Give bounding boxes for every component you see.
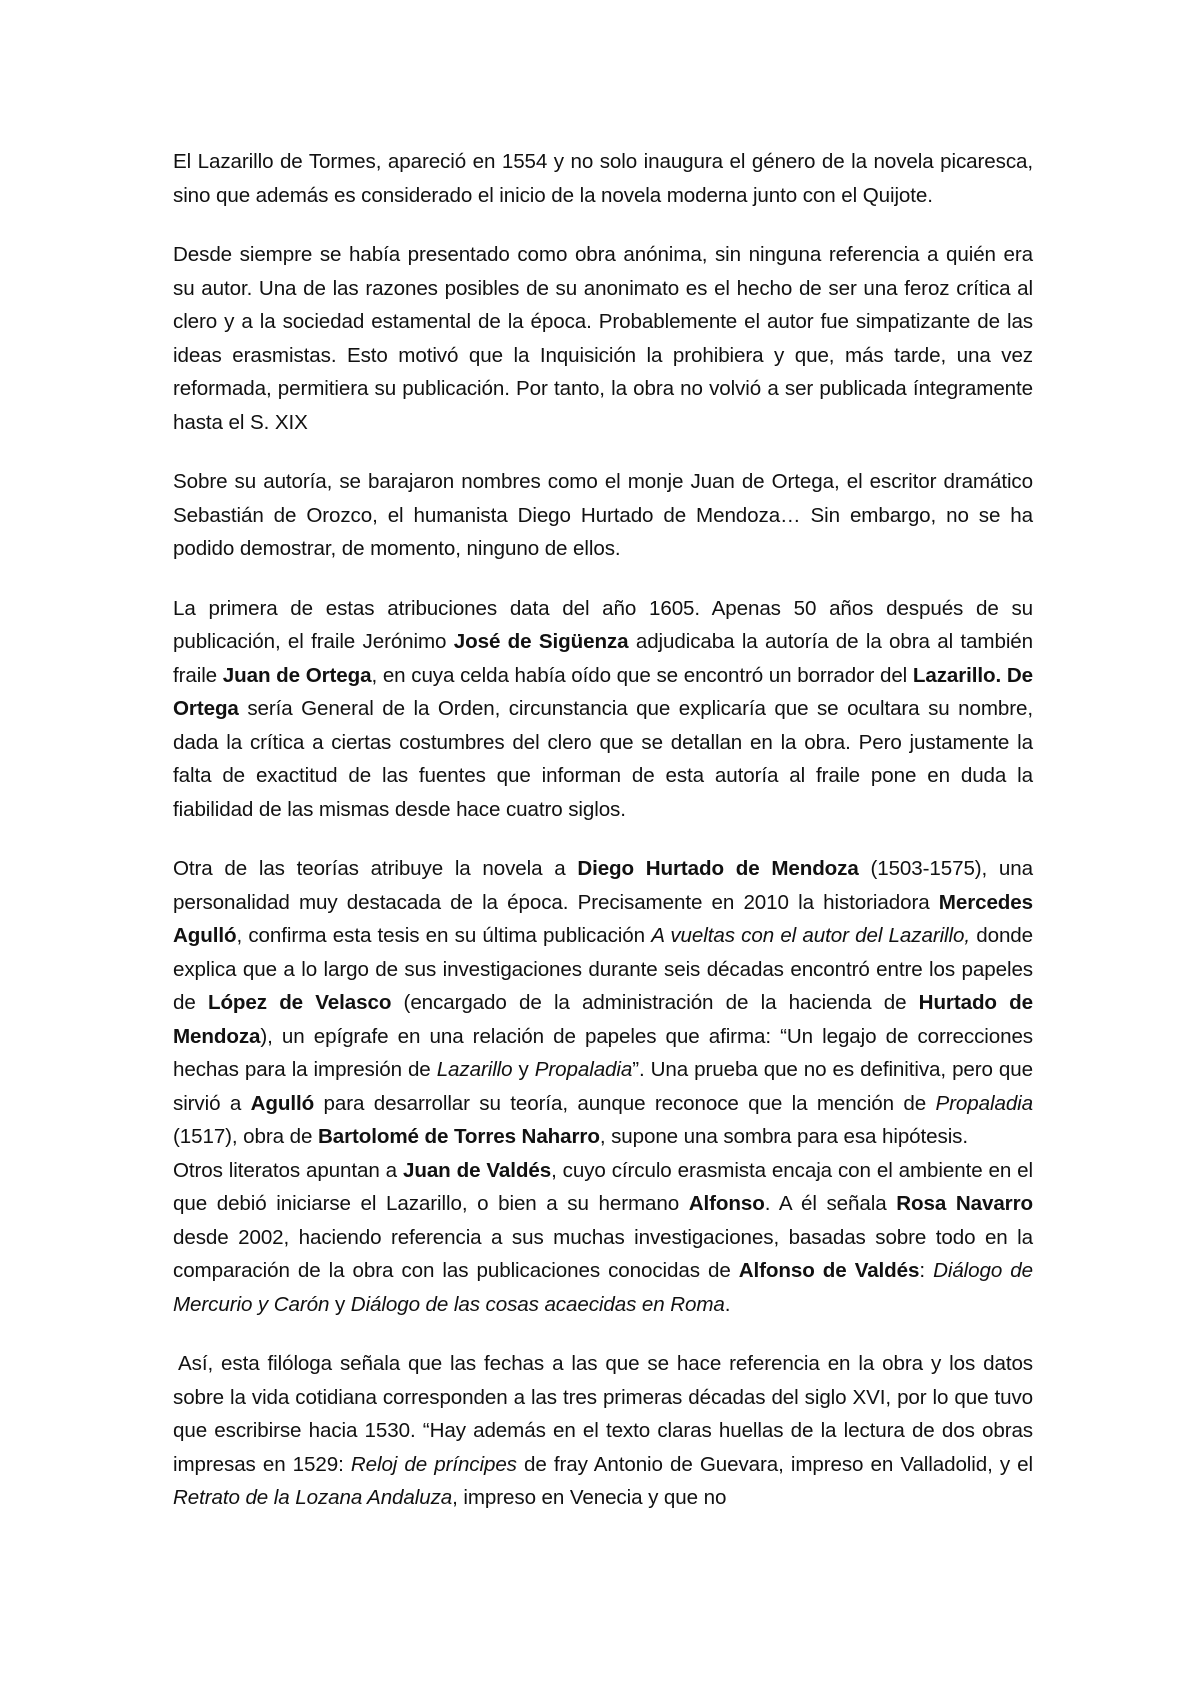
italic-text: Reloj de príncipes [350,1452,517,1476]
text-run: Desde siempre se había presentado como obra anónima, sin ninguna referencia a quién era su autor. Una de las razones posibles de su anonimato es el hecho de ser una feroz crítica al clero y a la sociedad estamental de la época. Probablemente el autor fue simpatizante de las ideas erasmistas. Esto motivó que la Inquisición la prohibiera y que, más tarde, una vez reformada, permitiera su publicación. Por tanto, la obra no volvió a ser publicada íntegramente hasta el S. XIX [173,243,1033,434]
bold-text: Hurtado de Mendoza [173,991,1033,1048]
text-run: La primera de estas atribuciones data del año 1605. Apenas 50 años después de su publicación, el fraile Jerónimo [173,596,1033,653]
text-run: Así, esta filóloga señala que las fechas a las que se hace referencia en la obra y los datos sobre la vida cotidiana corresponden a las tres primeras décadas del siglo XVI, por lo que tuvo que escribirse hacia 1530. “Hay además en el texto claras huellas de la lectura de dos obras impresas en 1529: [173,1352,1033,1476]
bold-text: Rosa Navarro [896,1192,1033,1215]
text-run: para desarrollar su teoría, aunque reconoce que la mención de [314,1091,936,1115]
bold-text: Bartolomé de Torres Naharro [317,1125,600,1148]
text-run: . [724,1292,731,1316]
italic-text: Diálogo de Mercurio y Carón [173,1259,1033,1316]
italic-text: Diálogo de las cosas acaecidas en Roma [350,1292,725,1316]
bold-text: Mercedes Agulló [173,890,1033,947]
text-run: . A él señala [764,1192,897,1215]
paragraph-5 [173,852,1033,1154]
text-run: (1503-1575), una personalidad muy destacada de la época. Precisamente en 2010 la historiadora [173,857,1033,914]
text-run: sería General de la Orden, circunstancia que explicaría que se ocultara su nombre, dada la crítica a ciertas costumbres del clero que se detallan en la obra. Pero justamente la falta de exactitud de las fuentes que informan de esta autoría al fraile pone en duda la fiabilidad de las mismas desde hace cuatro siglos. [173,697,1033,821]
text-run: Sobre su autoría, se barajaron nombres como el monje Juan de Ortega, el escritor dramático Sebastián de Orozco, el humanista Diego Hurtado de Mendoza… Sin embargo, no se ha podido demostrar, de momento, ninguno de ellos. [173,470,1033,560]
text-run: ), un epígrafe en una relación de papeles que afirma: “Un legajo de correcciones hechas para la impresión de [173,1024,1033,1081]
italic-text: A vueltas con el autor del Lazarillo, [651,924,970,947]
bold-text: Diego Hurtado de Mendoza [577,857,859,880]
text-run: , en cuya celda había oído que se encontró un borrador del [371,663,913,687]
bold-text: Juan de Valdés [402,1158,552,1182]
text-run: , confirma esta tesis en su última publicación [236,924,652,947]
italic-text: Propaladia [935,1091,1033,1115]
paragraph-6 [173,1154,1033,1322]
bold-text: Agulló [250,1091,315,1115]
text-run: Otra de las teorías atribuye la novela a [173,857,578,880]
bold-text: Alfonso de Valdés [738,1259,920,1282]
italic-text: Retrato de la Lozana Andaluza [173,1486,453,1509]
text-run: adjudicaba la autoría de la obra al también fraile [173,630,1033,687]
text-run: ”. Una prueba que no es definitiva, pero que sirvió a [173,1058,1033,1115]
text-run: , cuyo círculo erasmista encaja con el ambiente en el que debió iniciarse el Lazarillo, o bien a su hermano [173,1158,1033,1215]
bold-text: López de Velasco [207,991,392,1014]
text-run: Otros literatos apuntan a [173,1158,403,1182]
text-run: y [512,1058,535,1081]
bold-text: Lazarillo. De Ortega [173,663,1033,720]
italic-text: Lazarillo [436,1058,513,1081]
paragraph-7 [173,1347,1033,1515]
text-run: (1517), obra de [173,1125,318,1148]
text-run: desde 2002, haciendo referencia a sus muchas investigaciones, basadas sobre todo en la comparación de la obra con las publicaciones conocidas de [173,1225,1033,1282]
paragraph-3 [173,465,1033,566]
text-run: , supone una sombra para esa hipótesis. [599,1125,968,1148]
text-run: El Lazarillo de Tormes, apareció en 1554 y no solo inaugura el género de la novela picaresca, sino que además es considerado el inicio de la novela moderna junto con el Quijote. [173,150,1033,207]
text-run: (encargado de la administración de la hacienda de [391,991,919,1014]
text-run: donde explica que a lo largo de sus investigaciones durante seis décadas encontró entre los papeles de [173,924,1034,1014]
paragraph-2 [173,238,1033,439]
text-run: de fray Antonio de Guevara, impreso en Valladolid, y el [516,1452,1033,1476]
paragraph-1 [173,145,1033,212]
paragraph-4 [173,592,1033,827]
bold-text: Juan de Ortega [222,663,372,687]
italic-text: Propaladia [534,1058,633,1081]
text-run: : [919,1259,934,1282]
bold-text: Alfonso [688,1192,765,1215]
bold-text: José de Sigüenza [453,630,629,653]
text-run: , impreso en Venecia y que no [452,1486,727,1509]
text-run: y [329,1292,351,1316]
